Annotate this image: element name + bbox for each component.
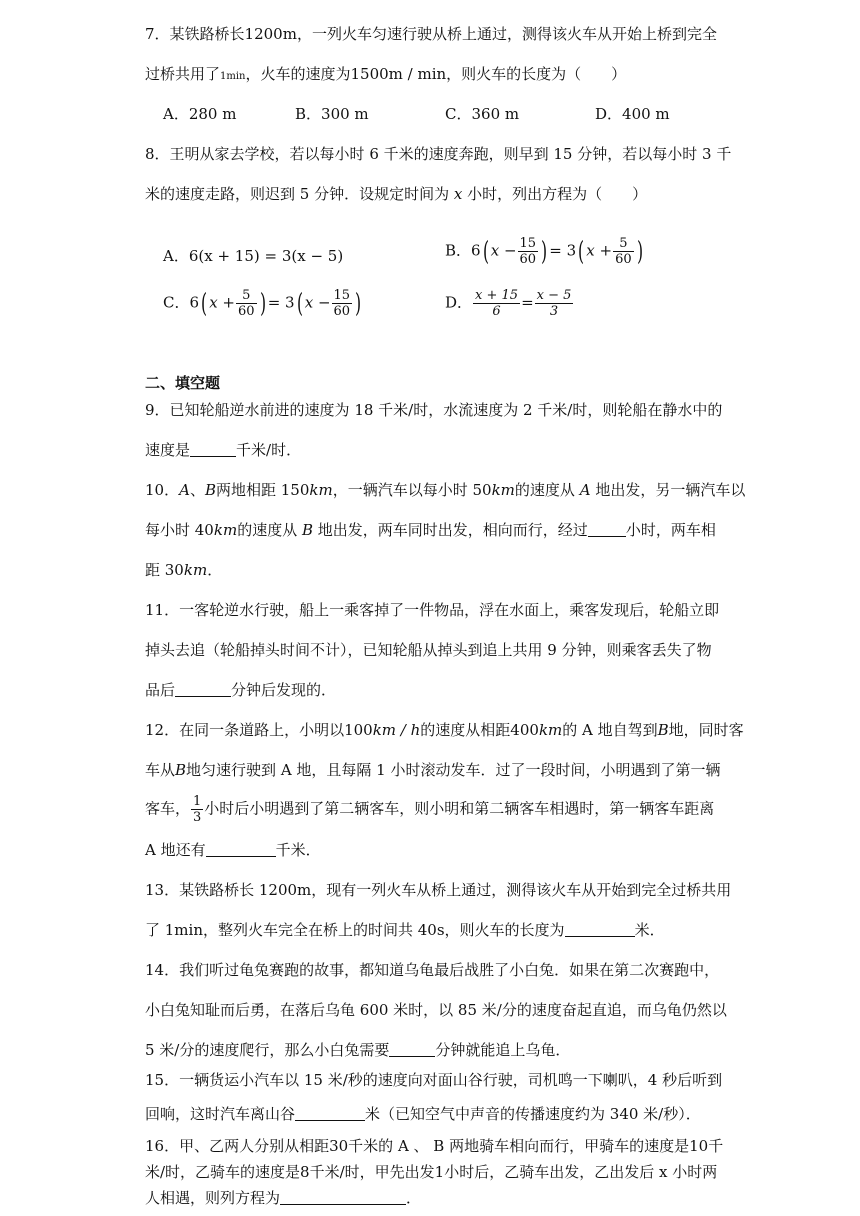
q8-option-d — [445, 288, 574, 319]
left-paren-icon: ( — [296, 288, 303, 319]
q12-line2 — [145, 760, 721, 780]
q8-d-fraction-2 — [535, 288, 574, 319]
q7-option-d: D．400 m — [595, 105, 670, 123]
q12-text: 地匀速行驶到 A 地，且每隔 1 小时滚动发车．过了一段时间，小明遇到了第一辆 — [186, 761, 721, 779]
fraction-numerator: 5 — [236, 288, 257, 304]
answer-blank[interactable] — [389, 1042, 435, 1057]
q12-var-b: B — [657, 721, 669, 739]
q8-d-eq: = — [521, 293, 534, 312]
fraction-numerator: x + 15 — [475, 288, 519, 303]
q10-text: 每小时 40 — [145, 521, 214, 539]
fraction-denominator: 60 — [615, 252, 632, 267]
q10-text: 的速度从 — [514, 481, 575, 499]
q10-sep: 、 — [189, 481, 205, 499]
q13-text: 了 1min，整列火车完全在桥上的时间共 40s，则火车的长度为 — [145, 921, 565, 939]
answer-blank[interactable] — [280, 1190, 406, 1205]
q8-b-pre: 6 — [471, 241, 481, 260]
fraction-denominator: 6 — [492, 304, 501, 319]
q8-c-fraction-1 — [236, 288, 257, 319]
q10-unit: km — [491, 481, 515, 499]
fraction-denominator: 3 — [193, 810, 202, 825]
q12-var-b: B — [175, 761, 187, 779]
q16-text: 人相遇，则列方程为 — [145, 1189, 281, 1207]
q8-b-fraction-2 — [613, 236, 634, 267]
left-paren-icon: ( — [578, 236, 585, 267]
fraction-denominator: 60 — [333, 304, 351, 319]
fraction-denominator: 3 — [549, 304, 559, 319]
fraction-numerator: 1 — [193, 794, 202, 809]
q10-var-b: B — [301, 521, 314, 539]
q16-line1: 16．甲、乙两人分别从相距30千米的 A 、 B 两地骑车相向而行，甲骑车的速度是10千 — [145, 1137, 724, 1155]
q8-d-label: D． — [445, 293, 473, 312]
q7-line2-a: 过桥共用了 — [145, 65, 221, 83]
q8-b-x2: x + — [586, 241, 613, 260]
q13-line2 — [145, 920, 715, 940]
q7-option-b: B．300 m — [295, 105, 369, 123]
q12-text: 小时后小明遇到了第二辆客车，则小明和第二辆客车相遇时，第一辆客车距离 — [204, 799, 715, 818]
q8-c-x2: x − — [304, 293, 331, 312]
q11-line2: 掉头去追（轮船掉头时间不计），已知轮船从掉头到追上共用 9 分钟，则乘客丢失了物 — [145, 641, 712, 659]
section-heading-fill-in: 二、填空题 — [145, 374, 221, 392]
q8-line1: 8．王明从家去学校，若以每小时 6 千米的速度奔跑，则早到 15 分钟，若以每小时 3 千 — [145, 145, 732, 163]
q14-line3 — [145, 1040, 715, 1060]
q9-line1: 9．已知轮船逆水前进的速度为 18 千米/时，水流速度为 2 千米/时，则轮船在静水中的 — [145, 401, 723, 419]
fraction-numerator: x − 5 — [536, 288, 572, 303]
fraction-numerator: 15 — [519, 236, 537, 251]
q8-b-fraction-1 — [518, 236, 539, 267]
q10-num: 10． — [145, 481, 180, 499]
q12-text: 地，同时客 — [668, 721, 744, 739]
q9-line2 — [145, 440, 715, 460]
q8-line2 — [145, 184, 715, 204]
q10-text: 地出发，两车同时出发，相向而行，经过 — [317, 521, 588, 539]
q16-line3 — [145, 1188, 715, 1208]
q11-text: 分钟后发现的． — [231, 681, 337, 699]
q11-text: 品后 — [145, 681, 176, 699]
fraction-numerator: 15 — [333, 288, 351, 303]
q15-line2 — [145, 1104, 715, 1124]
q12-line3 — [145, 794, 715, 825]
q7-line2-small: 1min — [220, 71, 246, 82]
fraction-denominator: 60 — [519, 252, 537, 267]
q12-text: 的 A 地自驾到 — [562, 721, 658, 739]
q16-text: ． — [406, 1189, 422, 1207]
answer-blank[interactable] — [175, 682, 231, 697]
q10-line1 — [145, 480, 746, 500]
q8-c-pre: 6 — [189, 293, 200, 312]
q13-line1: 13．某铁路桥长 1200m，现有一列火车从桥上通过，测得该火车从开始到完全过桥共用 — [145, 881, 732, 899]
q12-text: 车从 — [145, 761, 176, 779]
q10-text: 地出发，另一辆汽车以 — [595, 481, 746, 499]
q8-option-b — [445, 236, 645, 267]
q8-option-a: A．6(x + 15) = 3(x − 5) — [163, 247, 344, 265]
q7-line2-b: ，火车的速度为1500m / min，则火车的长度为（ ） — [245, 65, 627, 83]
q15-text: 米（已知空气中声音的传播速度约为 340 米/秒）． — [365, 1105, 701, 1123]
answer-blank[interactable] — [565, 922, 635, 937]
q8-line2-b: 小时，列出方程为（ ） — [467, 185, 648, 203]
q7-line1: 7．某铁路桥长1200m，一列火车匀速行驶从桥上通过，测得该火车从开始上桥到完全 — [145, 25, 717, 43]
q14-line2: 小白兔知耻而后勇，在落后乌龟 600 米时，以 85 米/分的速度奋起直追，而乌龟仍然以 — [145, 1001, 727, 1019]
q12-text: 的速度从相距400 — [420, 721, 539, 739]
q16-line2: 米/时，乙骑车的速度是8千米/时，甲先出发1小时后，乙骑车出发，乙出发后 x 小时两 — [145, 1163, 718, 1181]
q15-text: 回响，这时汽车离山谷 — [145, 1105, 296, 1123]
q14-line1: 14．我们听过龟兔赛跑的故事，都知道乌龟最后战胜了小白兔．如果在第二次赛跑中， — [145, 961, 720, 979]
answer-blank[interactable] — [206, 842, 276, 857]
fraction-denominator: 60 — [237, 304, 255, 319]
q10-line3 — [145, 560, 715, 580]
q12-unit: km — [538, 721, 563, 739]
q10-var-a: A — [179, 481, 190, 499]
fraction-numerator: 5 — [613, 236, 634, 252]
q9-line2-b: 千米/时． — [236, 441, 302, 459]
q10-line2 — [145, 520, 715, 540]
q8-b-mid: = 3 — [549, 241, 577, 260]
q7-line2 — [145, 64, 715, 87]
q12-text: 12．在同一条道路上，小明以100 — [145, 721, 373, 739]
answer-blank[interactable] — [588, 522, 626, 537]
q12-line1 — [145, 720, 744, 740]
q8-c-label: C． — [163, 293, 190, 312]
left-paren-icon: ( — [201, 288, 208, 319]
q8-d-fraction-1 — [473, 288, 520, 319]
q10-text: ，一辆汽车以每小时 50 — [332, 481, 492, 499]
q12-line4 — [145, 840, 715, 860]
q10-unit: km — [183, 561, 208, 579]
right-paren-icon: ) — [541, 236, 548, 267]
q12-fraction — [191, 794, 203, 825]
q10-text: 小时，两车相 — [625, 521, 716, 539]
q11-line3 — [145, 680, 715, 700]
q14-text: 5 米/分的速度爬行，那么小白兔需要 — [145, 1041, 390, 1059]
right-paren-icon: ) — [636, 236, 643, 267]
q7-option-c: C．360 m — [445, 105, 520, 123]
q8-c-fraction-2 — [332, 288, 353, 319]
q10-unit: km — [213, 521, 238, 539]
q12-text: A 地还有 — [145, 841, 206, 859]
left-paren-icon: ( — [482, 236, 489, 267]
q10-text: 距 30 — [145, 561, 184, 579]
q13-text: 米． — [634, 921, 665, 939]
q8-line2-a: 米的速度走路，则迟到 5 分钟．设规定时间为 — [145, 185, 450, 203]
q10-text: ． — [207, 561, 223, 579]
q10-var-b: B — [204, 481, 216, 499]
q8-c-mid: = 3 — [267, 293, 295, 312]
q8-c-x1: x + — [209, 293, 235, 312]
q12-unit: km / h — [372, 721, 421, 739]
q8-b-x1: x − — [490, 241, 517, 260]
q12-text: 客车， — [145, 799, 191, 818]
q10-text: 两地相距 150 — [215, 481, 310, 499]
right-paren-icon: ) — [355, 288, 362, 319]
q9-line2-a: 速度是 — [145, 441, 191, 459]
q15-line1: 15．一辆货运小汽车以 15 米/秒的速度向对面山谷行驶，司机鸣一下喇叭，4 秒后听到 — [145, 1071, 723, 1089]
q10-text: 的速度从 — [237, 521, 298, 539]
answer-blank[interactable] — [295, 1106, 365, 1121]
q11-line1: 11．一客轮逆水行驶，船上一乘客掉了一件物品，浮在水面上，乘客发现后，轮船立即 — [145, 601, 720, 619]
q8-var-x: x — [453, 185, 463, 203]
q10-var-a: A — [579, 481, 591, 499]
q7-option-a: A．280 m — [163, 105, 237, 123]
answer-blank[interactable] — [190, 442, 236, 457]
right-paren-icon: ) — [259, 288, 266, 319]
q10-unit: km — [309, 481, 333, 499]
q14-text: 分钟就能追上乌龟． — [435, 1041, 571, 1059]
q12-text: 千米． — [275, 841, 321, 859]
q8-b-label: B． — [445, 241, 472, 260]
q8-option-c — [163, 288, 363, 319]
